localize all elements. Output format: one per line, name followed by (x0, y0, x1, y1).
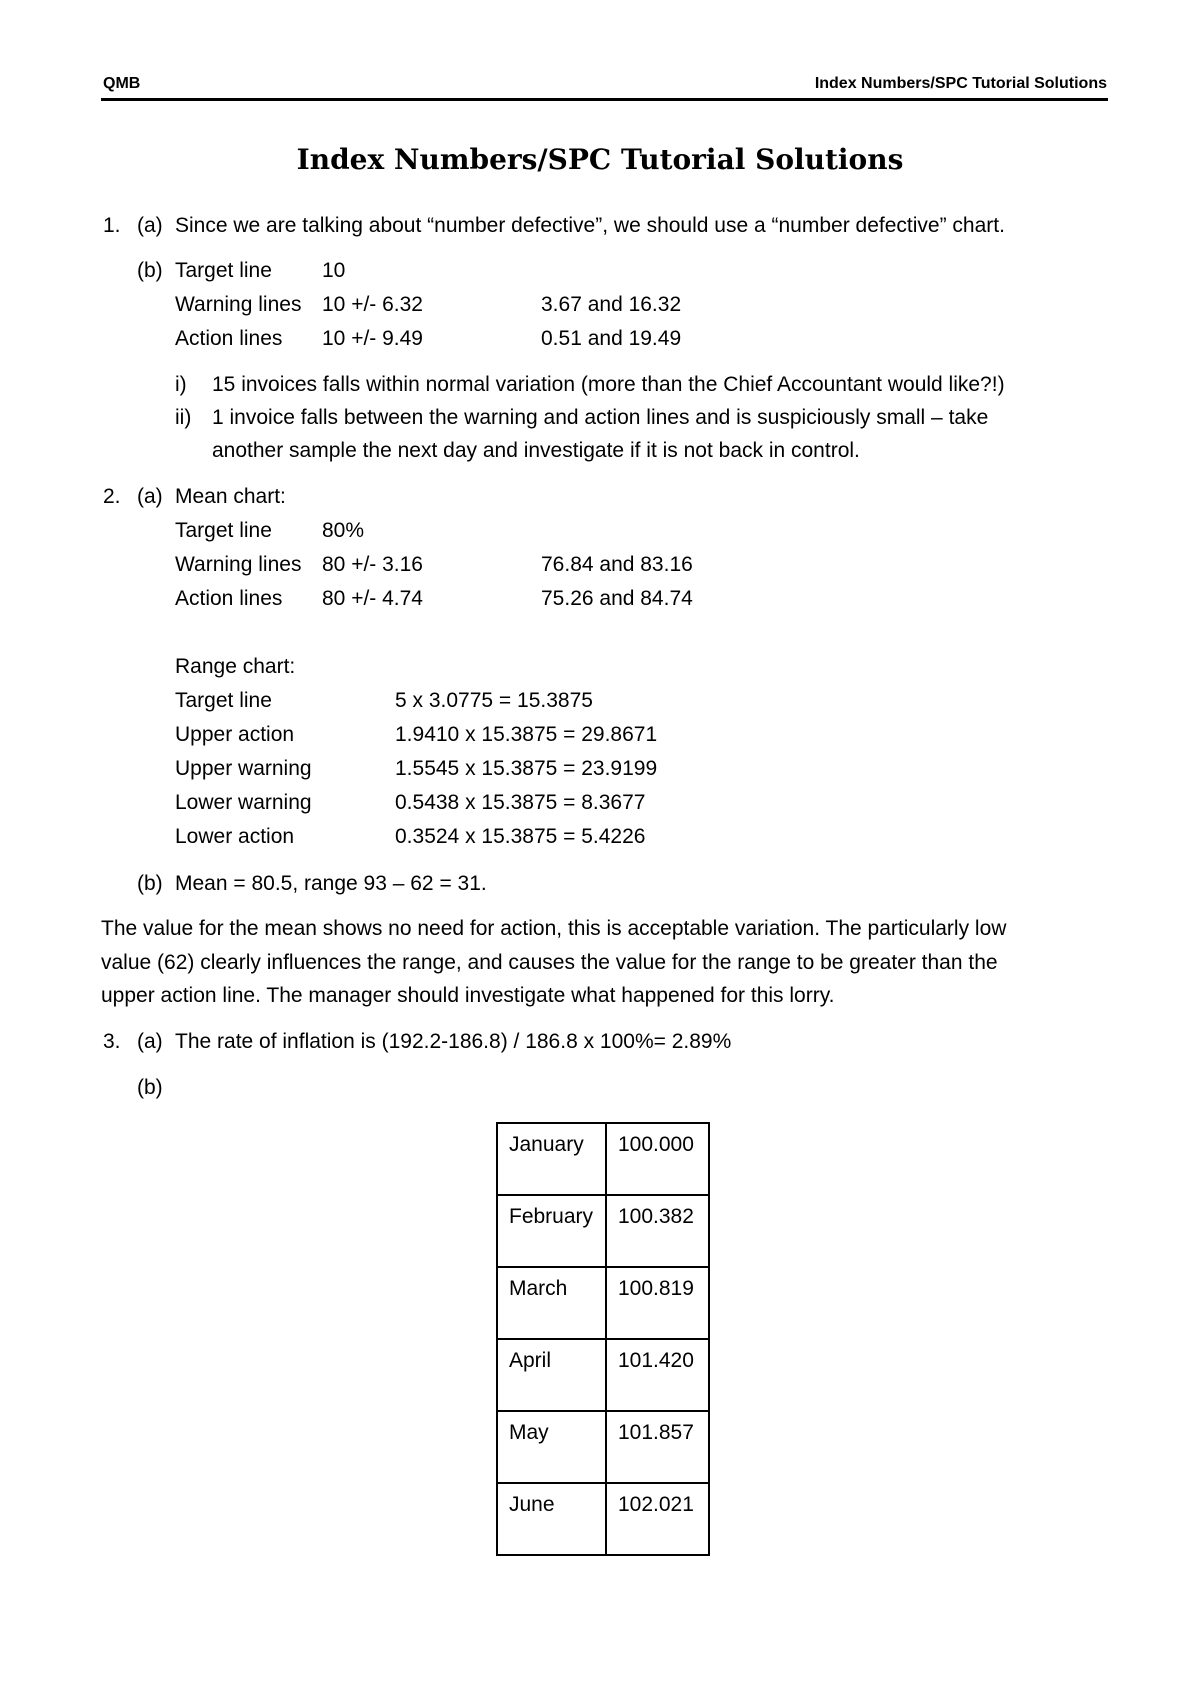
header-left: QMB (103, 75, 141, 92)
q1-note-i-label: i) (175, 373, 187, 396)
q1-note-ii-label: ii) (175, 406, 192, 429)
q1-note-i-text: 15 invoices falls within normal variation (more than the Chief Accountant would like?!) (212, 373, 1005, 396)
table-row (497, 1483, 709, 1555)
month-cell: May (497, 1411, 606, 1483)
q2-mean-target-calc: 80% (322, 519, 365, 542)
page-title: Index Numbers/SPC Tutorial Solutions (296, 143, 904, 176)
q3-a-text: The rate of inflation is (192.2-186.8) / 186.8 x 100%= 2.89% (175, 1030, 732, 1053)
q1-note-ii-text: 1 invoice falls between the warning and action lines and is suspiciously small – take (212, 406, 989, 429)
index-value-cell: 102.021 (606, 1483, 709, 1555)
q1-action-result: 0.51 and 19.49 (541, 327, 682, 350)
header-right: Index Numbers/SPC Tutorial Solutions (814, 75, 1107, 92)
q1-action-calc: 10 +/- 9.49 (322, 327, 423, 350)
q2-para-line-2: value (62) clearly influences the range, and causes the value for the range to be greater than the (101, 951, 998, 974)
q2-b-text: Mean = 80.5, range 93 – 62 = 31. (175, 872, 487, 895)
index-value-cell: 100.382 (606, 1195, 709, 1267)
q2-range-upper-action-calc: 1.9410 x 15.3875 = 29.8671 (395, 723, 658, 746)
q1-warning-result: 3.67 and 16.32 (541, 293, 682, 316)
q2-range-lower-action-label: Lower action (175, 825, 295, 848)
q2-para-line-1: The value for the mean shows no need for action, this is acceptable variation. The particularly low (101, 917, 1007, 940)
q1-note-ii-cont: another sample the next day and investigate if it is not back in control. (212, 439, 860, 462)
table-row (497, 1195, 709, 1267)
q2-mean-warning-label: Warning lines (175, 553, 302, 576)
q2-mean-target-label: Target line (175, 519, 272, 542)
q2-b-label: (b) (137, 872, 163, 895)
q1-a-text: Since we are talking about “number defective”, we should use a “number defective” chart. (175, 214, 1005, 237)
index-value-cell: 100.000 (606, 1123, 709, 1195)
q1-b-label: (b) (137, 259, 163, 282)
q2-range-upper-action-label: Upper action (175, 723, 295, 746)
q2-range-lower-warning-calc: 0.5438 x 15.3875 = 8.3677 (395, 791, 646, 814)
table-row (497, 1411, 709, 1483)
q2-number: 2. (103, 485, 121, 508)
month-cell: April (497, 1339, 606, 1411)
index-value-cell: 101.420 (606, 1339, 709, 1411)
q2-range-target-label: Target line (175, 689, 272, 712)
q2-mean-warning-result: 76.84 and 83.16 (541, 553, 693, 576)
month-cell: March (497, 1267, 606, 1339)
q2-mean-action-result: 75.26 and 84.74 (541, 587, 693, 610)
q2-mean-warning-calc: 80 +/- 3.16 (322, 553, 423, 576)
q2-range-upper-warning-label: Upper warning (175, 757, 312, 780)
q2-range-upper-warning-calc: 1.5545 x 15.3875 = 23.9199 (395, 757, 658, 780)
q2-mean-action-label: Action lines (175, 587, 283, 610)
q2-para-line-3: upper action line. The manager should investigate what happened for this lorry. (101, 984, 835, 1007)
q2-range-lower-warning-label: Lower warning (175, 791, 312, 814)
q2-mean-action-calc: 80 +/- 4.74 (322, 587, 423, 610)
q1-number: 1. (103, 214, 121, 237)
month-cell: February (497, 1195, 606, 1267)
q3-number: 3. (103, 1030, 121, 1053)
q1-action-label: Action lines (175, 327, 283, 350)
q2-range-target-calc: 5 x 3.0775 = 15.3875 (395, 689, 593, 712)
q1-a-label: (a) (137, 214, 163, 237)
q3-a-label: (a) (137, 1030, 163, 1053)
q2-mean-heading: Mean chart: (175, 485, 286, 508)
q1-warning-label: Warning lines (175, 293, 302, 316)
month-cell: June (497, 1483, 606, 1555)
table-row (497, 1339, 709, 1411)
q1-warning-calc: 10 +/- 6.32 (322, 293, 423, 316)
q3-b-label: (b) (137, 1076, 163, 1099)
table-row (497, 1123, 709, 1195)
header-rule (101, 98, 1108, 101)
index-value-cell: 101.857 (606, 1411, 709, 1483)
index-table (496, 1122, 710, 1556)
q1-target-calc: 10 (322, 259, 346, 282)
q2-a-label: (a) (137, 485, 163, 508)
month-cell: January (497, 1123, 606, 1195)
q1-target-label: Target line (175, 259, 272, 282)
index-value-cell: 100.819 (606, 1267, 709, 1339)
q2-range-lower-action-calc: 0.3524 x 15.3875 = 5.4226 (395, 825, 646, 848)
q2-range-heading: Range chart: (175, 655, 296, 678)
table-row (497, 1267, 709, 1339)
